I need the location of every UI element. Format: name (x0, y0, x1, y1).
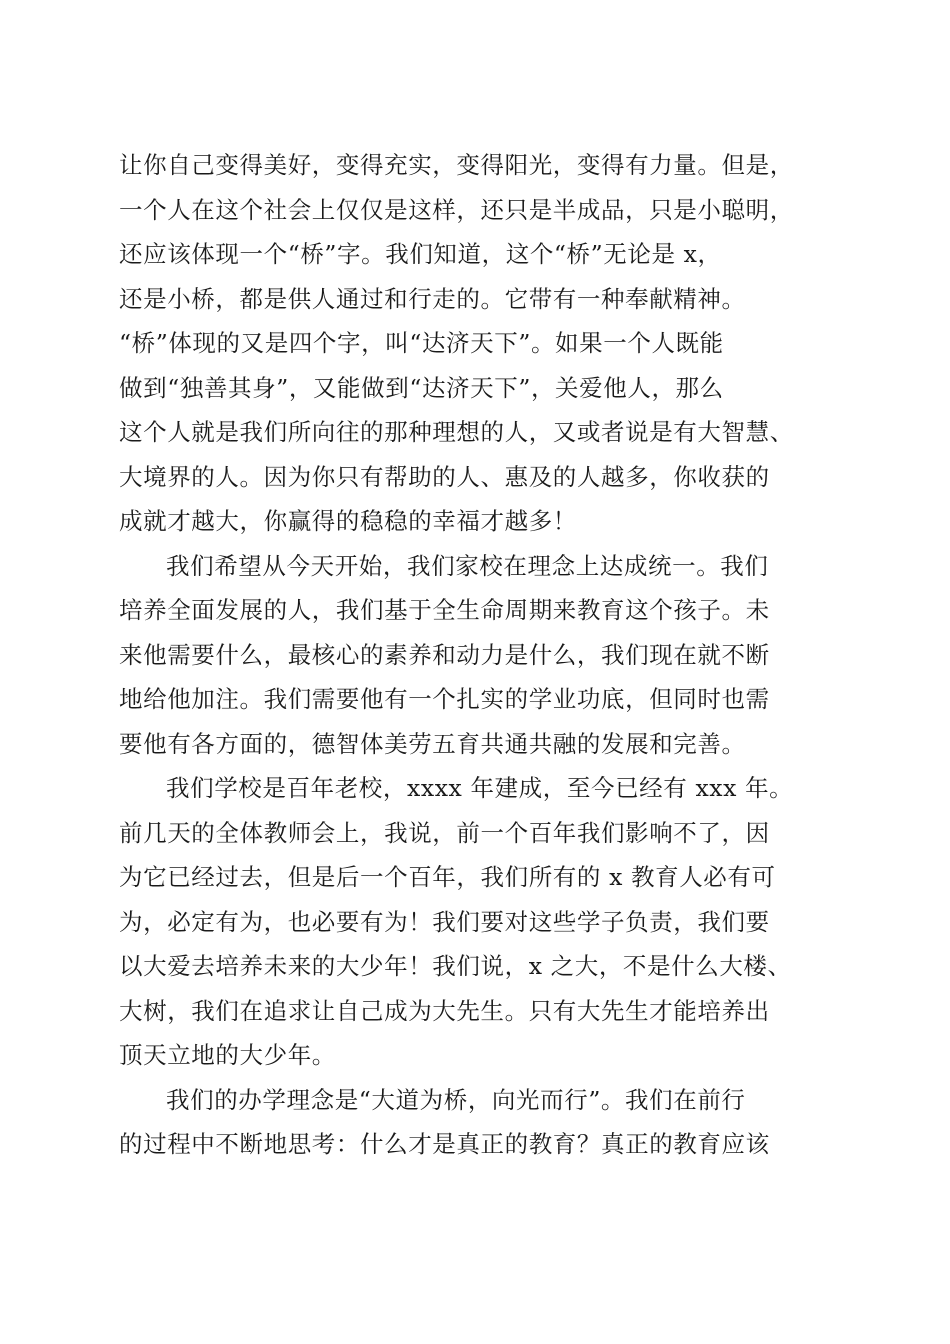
text-line: 顶天立地的大少年。 (119, 1041, 336, 1069)
text-line: 一个人在这个社会上仅仅是这样，还只是半成品，只是小聪明， (119, 195, 794, 224)
text-line: 以大爱去培养未来的大少年！我们说，x 之大，不是什么大楼、 (119, 952, 792, 980)
text-line: 的过程中不断地思考：什么才是真正的教育？真正的教育应该 (119, 1130, 770, 1158)
text-line: 做到“独善其身”，又能做到“达济天下”，关爱他人，那么 (119, 373, 724, 402)
text-line: 来他需要什么，最核心的素养和动力是什么，我们现在就不断 (119, 640, 770, 669)
text-line: 成就才越大，你赢得的稳稳的幸福才越多！ (119, 507, 577, 535)
text-line: 这个人就是我们所向往的那种理想的人，又或者说是有大智慧、 (119, 418, 794, 446)
paragraph-start-line: 我们学校是百年老校，xxxx 年建成，至今已经有 xxx 年。 (166, 774, 794, 802)
body-text (119, 143, 839, 1167)
text-line: 地给他加注。我们需要他有一个扎实的学业功底，但同时也需 (119, 685, 770, 713)
text-line: 大树，我们在追求让自己成为大先生。只有大先生才能培养出 (119, 996, 770, 1025)
text-line: 还应该体现一个“桥”字。我们知道，这个“桥”无论是 x， (119, 240, 722, 268)
text-line: 还是小桥，都是供人通过和行走的。它带有一种奉献精神。 (119, 284, 746, 313)
text-line: 让你自己变得美好，变得充实，变得阳光，变得有力量。但是， (119, 151, 794, 179)
paragraph-start-line: 我们希望从今天开始，我们家校在理念上达成统一。我们 (166, 551, 769, 580)
text-line: 为，必定有为，也必要有为！我们要对这些学子负责，我们要 (119, 907, 770, 936)
text-line: 前几天的全体教师会上，我说，前一个百年我们影响不了，因 (119, 818, 770, 847)
text-line: 大境界的人。因为你只有帮助的人、惠及的人越多，你收获的 (119, 462, 770, 491)
paragraph-start-line: 我们的办学理念是“大道为桥，向光而行”。我们在前行 (166, 1085, 746, 1114)
text-line: “桥”体现的又是四个字，叫“达济天下”。如果一个人既能 (119, 329, 724, 357)
text-line: 培养全面发展的人，我们基于全生命周期来教育这个孩子。未 (119, 596, 770, 624)
text-line: 为它已经过去，但是后一个百年，我们所有的 x 教育人必有可 (119, 863, 776, 891)
text-line: 要他有各方面的，德智体美劳五育共通共融的发展和完善。 (119, 729, 746, 758)
